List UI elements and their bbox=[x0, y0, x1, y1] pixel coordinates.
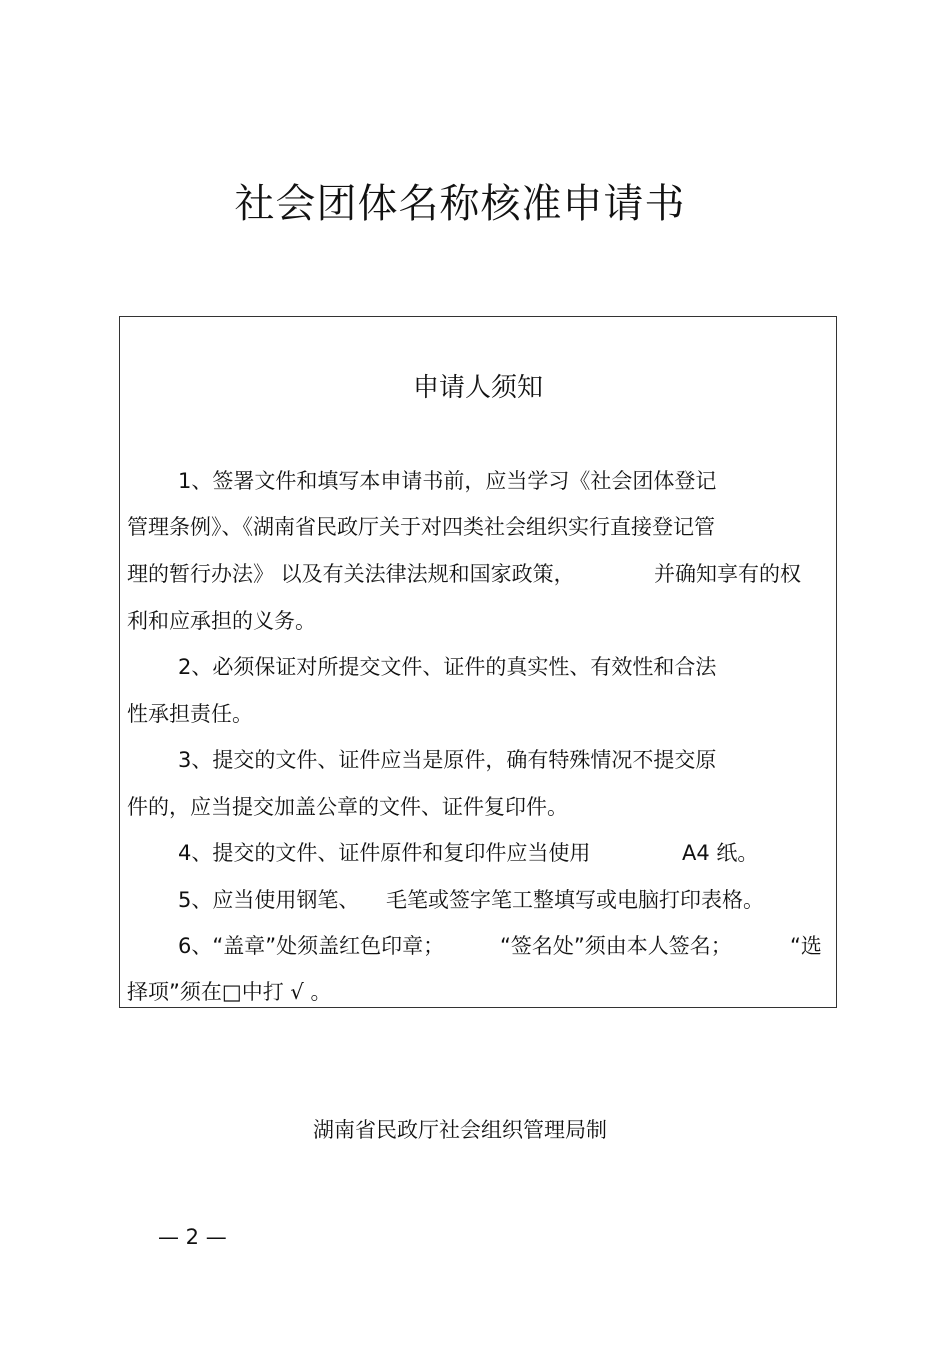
notice-line: 3、提交的文件、证件应当是原件，确有特殊情况不提交原 bbox=[178, 748, 717, 772]
notice-line: 管理条例》、《湖南省民政厅关于对四类社会组织实行直接登记管 bbox=[127, 515, 715, 539]
notice-line: “签名处”须由本人签名； bbox=[500, 934, 732, 958]
notice-line: 件的，应当提交加盖公章的文件、证件复印件。 bbox=[127, 795, 568, 819]
notice-line: 并确知享有的权 bbox=[654, 562, 801, 586]
footer-organization: 湖南省民政厅社会组织管理局制 bbox=[313, 1118, 607, 1142]
notice-line: 5、应当使用钢笔、 bbox=[178, 888, 360, 912]
page-number: — 2 — bbox=[158, 1225, 227, 1249]
notice-line: 1、签署文件和填写本申请书前，应当学习《社会团体登记 bbox=[178, 469, 717, 493]
notice-heading: 申请人须知 bbox=[412, 373, 543, 403]
notice-line: 毛笔或签字笔工整填写或电脑打印表格。 bbox=[386, 888, 764, 912]
notice-line: 2、必须保证对所提交文件、证件的真实性、有效性和合法 bbox=[178, 655, 717, 679]
document-title: 社会团体名称核准申请书 bbox=[234, 181, 686, 227]
notice-line: 择项”须在□中打 √ 。 bbox=[127, 980, 332, 1004]
notice-line: 利和应承担的义务。 bbox=[127, 609, 316, 633]
notice-line: 性承担责任。 bbox=[127, 702, 253, 726]
notice-line: 6、“盖章”处须盖红色印章； bbox=[178, 934, 445, 958]
notice-line: “选 bbox=[790, 934, 822, 958]
notice-line: 理的暂行办法》 以及有关法律法规和国家政策， bbox=[127, 562, 575, 586]
notice-line: A4 纸。 bbox=[682, 841, 759, 865]
notice-line: 4、提交的文件、证件原件和复印件应当使用 bbox=[178, 841, 591, 865]
